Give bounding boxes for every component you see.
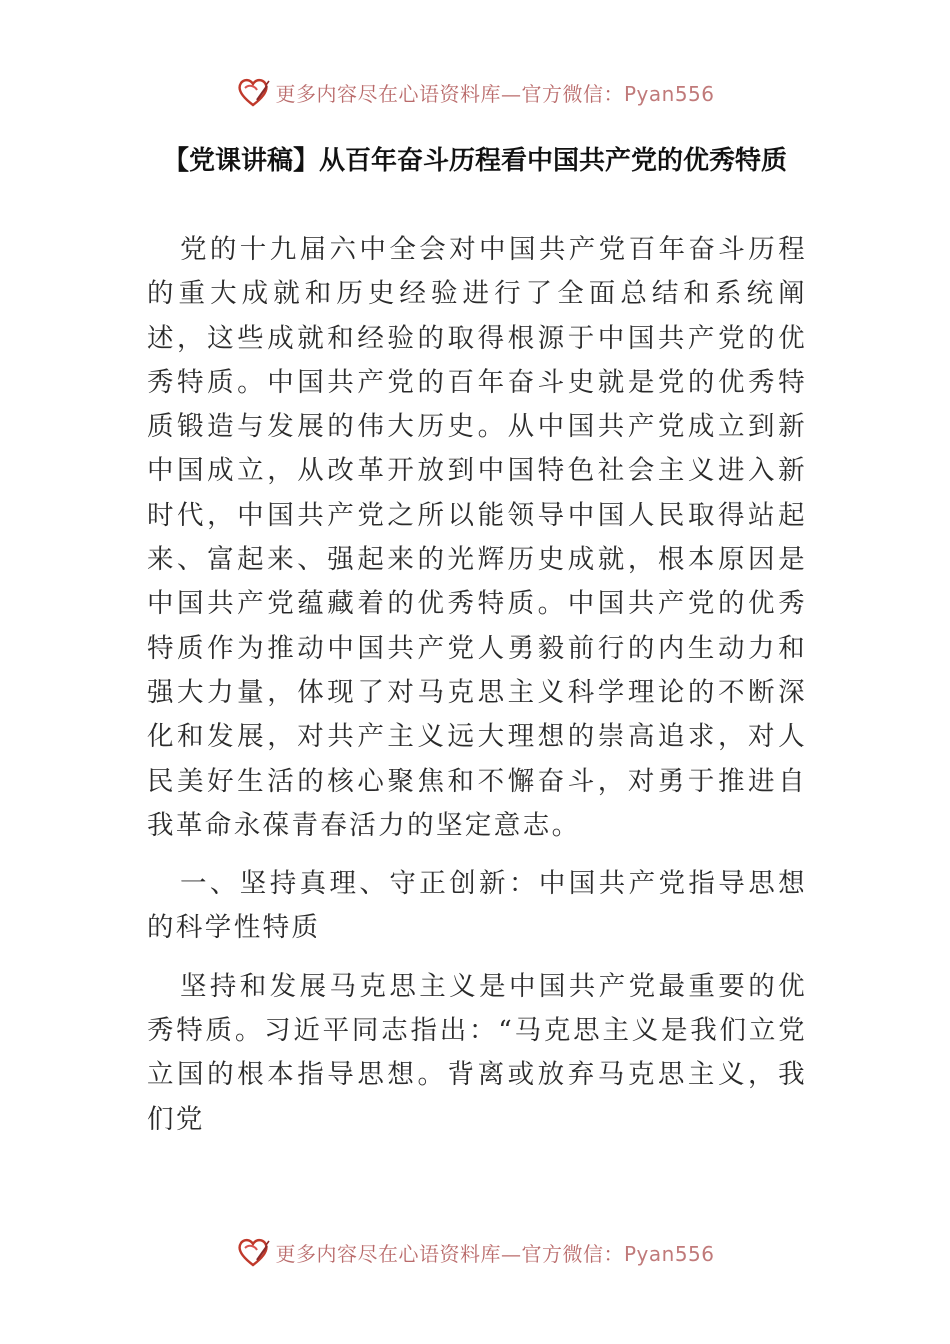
heart-pen-logo-icon (235, 74, 271, 110)
header-banner-text (275, 78, 714, 107)
footer-banner (0, 1232, 950, 1272)
header-banner (0, 72, 950, 112)
header-banner-wechat: Pyan556 (623, 81, 715, 106)
footer-banner-wechat: Pyan556 (623, 1241, 715, 1266)
paragraph-intro: 党的十九届六中全会对中国共产党百年奋斗历程的重大成就和历史经验进行了全面总结和系统阐述，这些成就和经验的取得根源于中国共产党的优秀特质。中国共产党的百年奋斗史就是党的优秀特质锻造与发展的伟大历史。从中国共产党成立到新中国成立，从改革开放到中国特色社会主义进入新时代，中国共产党之所以能领导中国人民取得站起来、富起来、强起来的光辉历史成就，根本原因是中国共产党蕴藏着的优秀特质。中国共产党的优秀特质作为推动中国共产党人勇毅前行的内生动力和强大力量，体现了对马克思主义科学理论的不断深化和发展，对共产主义远大理想的崇高追求，对人民美好生活的核心聚焦和不懈奋斗，对勇于推进自我革命永葆青春活力的坚定意志。 (147, 234, 807, 841)
document-body (147, 228, 807, 1142)
section-heading-1: 一、坚持真理、守正创新：中国共产党指导思想的科学性特质 (147, 868, 807, 944)
document-title: 【党课讲稿】从百年奋斗历程看中国共产党的优秀特质 (162, 146, 787, 176)
footer-banner-text (275, 1238, 714, 1267)
heart-pen-logo-icon (235, 1234, 271, 1270)
paragraph-section-1: 坚持和发展马克思主义是中国共产党最重要的优秀特质。习近平同志指出：“马克思主义是我们立党立国的根本指导思想。背离或放弃马克思主义，我们党 (147, 970, 807, 1135)
header-banner-main: 更多内容尽在心语资料库—官方微信： (275, 81, 624, 106)
footer-banner-main: 更多内容尽在心语资料库—官方微信： (275, 1241, 624, 1266)
